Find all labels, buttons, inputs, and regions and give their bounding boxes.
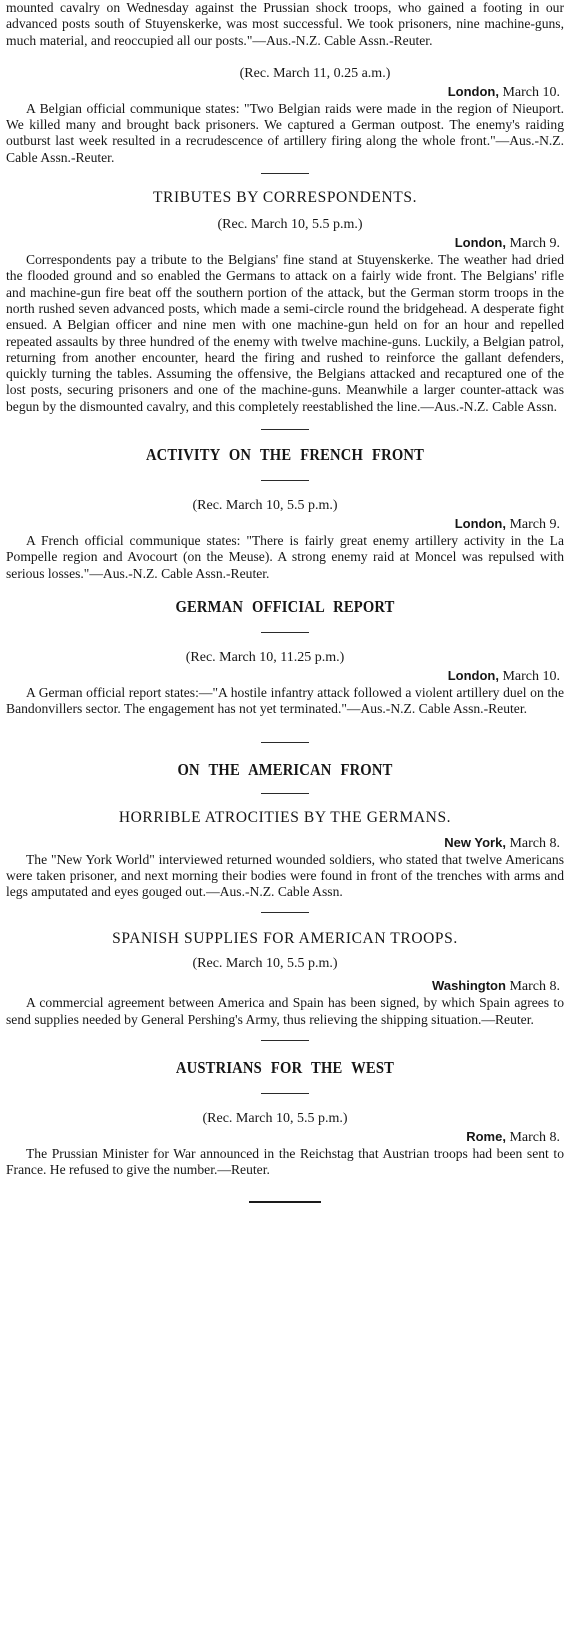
dateline [6,977,564,995]
austrians-text: The Prussian Minister for War announced in the Reichstag that Austrian troops had been sent to France. He refused to give the number.—Reuter. [6,1146,564,1178]
article-continuation-text: mounted cavalry on Wednesday against the Prussian shock troops, who gained a footing in our advanced posts south of Stuyenskerke, was most successful. We took prisoners, nine machine-guns, much material, and reoccupied all our posts."—Aus.-N.Z. Cable Assn.-Reuter. [6,0,564,48]
german-report-text: A German official report states:—"A hostile infantry attack followed a violent artillery duel on the Bandonvillers sector. The engagement has not yet terminated."—Aus.-N.Z. Cable Assn.-Reuter. [6,684,564,717]
end-rule [249,1201,321,1203]
dateline-place: London, [454,516,506,532]
dateline-date: March 8. [509,835,560,851]
heading-american-front: ON THE AMERICAN FRONT [177,759,393,779]
received-time: (Rec. March 10, 5.5 p.m.) [202,1111,348,1127]
dateline-place: Rome, [466,1129,506,1145]
dateline [6,1128,564,1146]
dateline-date: March 8. [509,1130,560,1146]
dateline-place: New York, [444,834,506,850]
dateline [6,667,564,685]
belgian-communique-text: A Belgian official communique states: "Two Belgian raids were made in the region of Nieuport. We killed many and brought back prisoners. We captured a German outpost. The enemy's raiding outburst last week resulted in a recrudescence of artillery firing along the whole front."—Aus.-N.Z. Cable Assn.-Reuter. [6,100,564,165]
dateline [6,834,564,852]
received-time: (Rec. March 11, 0.25 a.m.) [239,65,391,81]
french-communique-text: A French official communique states: "There is fairly great enemy artillery activity in the La Pompelle region and Avocourt (on the Meuse). A strong enemy raid at Moncel was repulsed with serious losses."—Aus.-N.Z. Cable Assn.-Reuter. [6,533,564,581]
spanish-supplies-text: A commercial agreement between America and Spain has been signed, by which Spain agrees to send supplies needed by General Pershing's Army, thus relieving the shipping situation.—Reuter. [6,995,564,1027]
dateline [6,515,564,533]
dateline-place: Washington [432,978,506,994]
heading-atrocities: HORRIBLE ATROCITIES BY THE GERMANS. [118,808,452,826]
heading-french-front: ACTIVITY ON THE FRENCH FRONT [145,445,425,465]
received-time: (Rec. March 10, 5.5 p.m.) [217,217,363,233]
dateline-date: March 8. [509,979,560,995]
tributes-text: Correspondents pay a tribute to the Belgians' fine stand at Stuyenskerke. The weather had dried the flooded ground and so enabled the Germans to attack on a fairly wide front. The Belgians' rifle and machine-gun fire beat off the southern portion of the attack, but the German storm troops in the north rushed seven advanced posts, which made a semi-circle round the bridgehead. A desperate fight ensued. A Belgian officer and nine men with one machine-gun held on for an hour and repelled repeated assaults by three hundred of the enemy with twelve machine-guns. Luckily, a Belgian patrol, returning from another encounter, heard the firing and rushed to reinforce the gallant defenders, quickly turning the tables. Assuming the offensive, the Belgians attacked and recaptured one of the lost posts, securing prisoners and one of the machine-guns. Meanwhile a larger counter-attack was begun by the dismounted cavalry, and this completely reestablished the line.—Aus.-N.Z. Cable Assn. [6,252,564,414]
received-time: (Rec. March 10, 5.5 p.m.) [192,956,338,972]
atrocities-text: The "New York World" interviewed returned wounded soldiers, who stated that twelve Americans were taken prisoner, and next morning their bodies were found in front of the trenches with arms and legs amputated and eyes gouged out.—Aus.-N.Z. Cable Assn. [6,851,564,900]
dateline-date: March 10. [502,668,560,684]
dateline [6,234,564,252]
heading-austrians: AUSTRIANS FOR THE WEST [175,1058,395,1078]
received-time: (Rec. March 10, 5.5 p.m.) [192,498,338,514]
dateline-place: London, [447,667,499,683]
heading-german-report: GERMAN OFFICIAL REPORT [175,596,395,616]
dateline-date: March 9. [509,236,560,252]
dateline [6,83,564,101]
dateline-date: March 10. [502,84,560,100]
heading-spanish-supplies: SPANISH SUPPLIES FOR AMERICAN TROOPS. [112,930,458,948]
dateline-place: London, [454,235,506,251]
dateline-place: London, [447,83,499,99]
received-time: (Rec. March 10, 11.25 p.m.) [185,649,345,665]
heading-tributes: TRIBUTES BY CORRESPONDENTS. [152,189,418,207]
dateline-date: March 9. [509,517,560,533]
